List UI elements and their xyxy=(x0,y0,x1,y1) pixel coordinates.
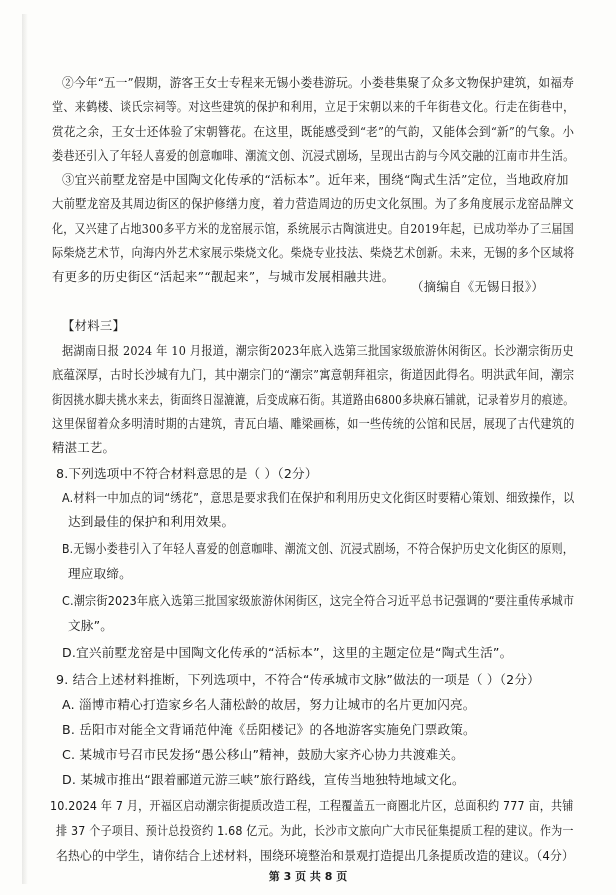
q8-option-b-line2: 理应取缔。 xyxy=(68,566,132,581)
material2-p2-line2: 堂、来鹤楼、谈氏宗祠等。对这些建筑的保护和利用，立足于宋朝以来的千年街巷文化。行走在街巷中， xyxy=(52,99,575,114)
material2-p3-line4: 际柴烧艺术节，向海内外艺术家展示柴烧文化。柴烧专业技法、柴烧艺术创新。未来，无锡的多个区域将 xyxy=(52,245,575,260)
q8-option-a-line2: 达到最佳的保护和利用效果。 xyxy=(68,514,235,529)
q9-option-a: A. 淄博市精心打造家乡名人蒲松龄的故居，努力让城市的名片更加闪亮。 xyxy=(62,697,476,712)
q8-option-a-line1: A.材料一中加点的词“绣花”，意思是要求我们在保护和利用历史文化街区时要精心策划、细致操作，以 xyxy=(62,490,575,505)
material3-line2: 底蕴深厚，古时长沙城有九门，其中潮宗门的“潮宗”寓意朝拜祖宗，街道因此得名。明洪武年间，潮宗 xyxy=(52,367,575,382)
q10-line3: 名热心的中学生，请你结合上述材料，围绕环境整治和景观打造提出几条提质改造的建议。（4分） xyxy=(56,848,575,863)
page-footer: 第 3 页 共 8 页 xyxy=(268,870,348,883)
page-edge-shadow xyxy=(22,14,28,884)
material2-p2-line3: 赏花之余，王女士还体验了宋朝簪花。在这里，既能感受到“老”的气韵，又能体会到“新”的气象。小 xyxy=(52,124,575,139)
material3-line5: 精湛工艺。 xyxy=(52,440,116,455)
q8-option-c-line2: 文脉”。 xyxy=(68,618,114,633)
q10-line1: 10.2024 年 7 月，开福区启动潮宗街提质改造工程，工程覆盖五一商圈北片区，总面积约 777 亩，共铺 xyxy=(50,798,574,813)
material2-p3-line3: 化，又兴建了占地300多平方米的龙窑展示馆，系统展示古陶演进史。自2019年起，已成功举办了三届国 xyxy=(52,221,574,236)
q9-option-c: C. 某城市号召市民发扬“愚公移山”精神，鼓励大家齐心协力共渡难关。 xyxy=(62,747,464,762)
q8-stem: 8.下列选项中不符合材料意思的是（ ）（2分） xyxy=(56,466,318,481)
material2-p2-line1: ②今年“五一”假期，游客王女士专程来无锡小娄巷游玩。小娄巷集聚了众多文物保护建筑，如福寿 xyxy=(62,75,575,90)
q8-option-d: D.宜兴前墅龙窑是中国陶文化传承的“活标本”，这里的主题定位是“陶式生活”。 xyxy=(62,645,513,660)
material2-p2-line4: 娄巷还引入了年轻人喜爱的创意咖啡、潮流文创、沉浸式剧场，呈现出古韵与今风交融的江南市井生活。 xyxy=(52,148,575,163)
material2-p3-line2: 大前墅龙窑及其周边街区的保护修缮力度，着力营造周边的历史文化氛围。为了多角度展示龙窑品牌文 xyxy=(52,196,574,211)
q9-option-b: B. 岳阳市对能全文背诵范仲淹《岳阳楼记》的各地游客实施免门票政策。 xyxy=(62,722,476,737)
material2-p3-line1: ③宜兴前墅龙窑是中国陶文化传承的“活标本”。近年来，围绕“陶式生活”定位，当地政府加 xyxy=(62,172,569,187)
material3-line1: 据湖南日报 2024 年 10 月报道，潮宗街2023年底入选第三批国家级旅游休闲街区。长沙潮宗街历史 xyxy=(62,343,574,358)
material3-line3: 街因挑水脚夫挑水来去，街面终日湿漉漉，后变成麻石街。其道路由6800多块麻石铺就，记录着岁月的痕迹。 xyxy=(52,392,575,407)
q8-option-b-line1: B.无锡小娄巷引入了年轻人喜爱的创意咖啡、潮流文创、沉浸式剧场，不符合保护历史文化街区的原则， xyxy=(62,541,574,556)
material3-line4: 这里保留着众多明清时期的古建筑，青瓦白墙、雕梁画栋，如一些传统的公馆和民居，展现了古代建筑的 xyxy=(52,416,575,431)
material2-p3-line5: 有更多的历史街区“活起来”“靓起来”，与城市发展相融共进。 xyxy=(52,269,395,284)
q9-stem: 9. 结合上述材料推断，下列选项中，不符合“传承城市文脉”做法的一项是（ ）（2分） xyxy=(56,672,540,687)
material2-source: （摘编自《无锡日报》） xyxy=(411,279,544,294)
q8-option-c-line1: C.潮宗街2023年底入选第三批国家级旅游休闲街区，这完全符合习近平总书记强调的“要注重传承城市 xyxy=(62,593,575,608)
q10-line2: 排 37 个子项目、预计总投资约 1.68 亿元。为此，长沙市文旅向广大市民征集提质工程的建议。作为一 xyxy=(56,823,574,838)
material3-heading: 【材料三】 xyxy=(62,318,126,333)
q9-option-d: D. 某城市推出“跟着郦道元游三峡”旅行路线，宣传当地独特地域文化。 xyxy=(62,772,465,787)
